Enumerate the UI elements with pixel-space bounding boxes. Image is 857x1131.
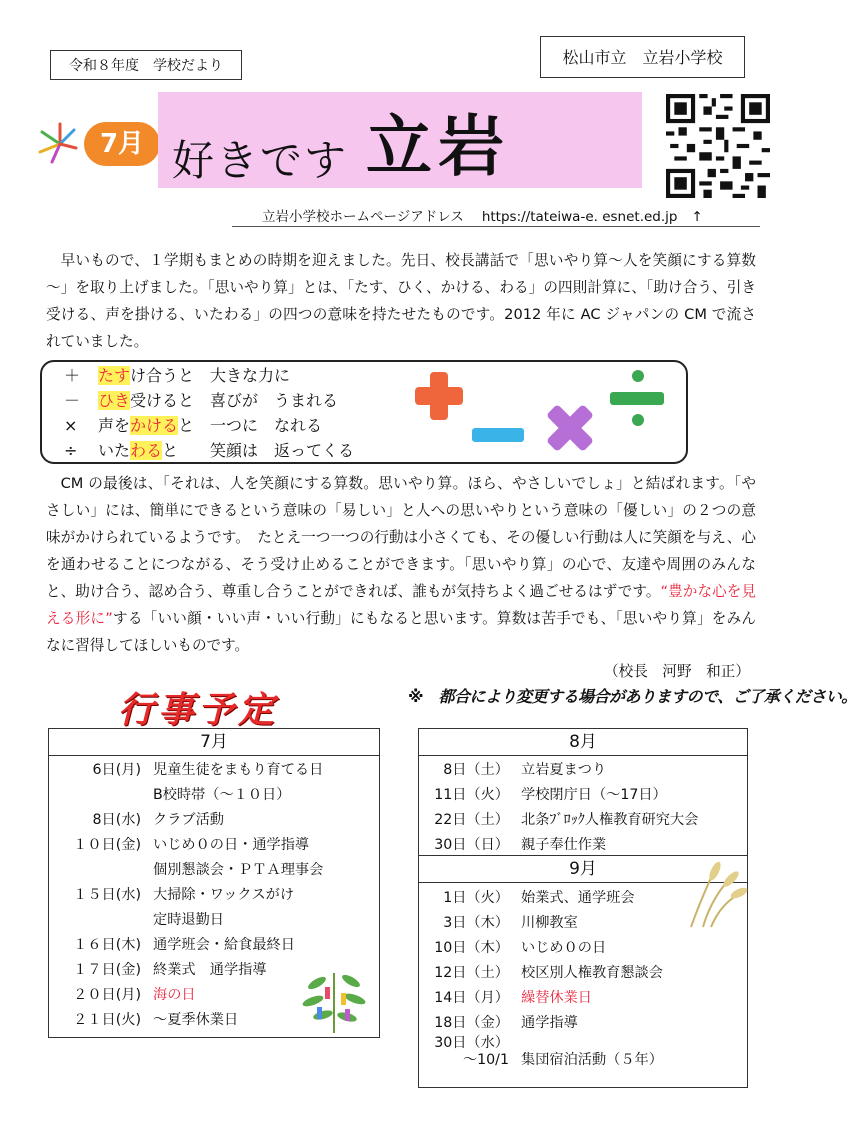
signature: （校長 河野 和正） — [604, 663, 750, 680]
month-badge: 7月 — [84, 122, 160, 166]
highlight-word: ひき — [98, 391, 131, 410]
list-item: 1日（火） 始業式、通学班会 — [443, 890, 635, 906]
schedule-title: 行事予定 — [118, 689, 279, 731]
highlight-phrase: “豊かな心を見える形に” — [46, 583, 757, 627]
list-item: 8日(水) クラブ活動 — [92, 812, 224, 828]
highlight-word: たす — [98, 366, 131, 385]
divide-symbol: ÷ — [64, 441, 78, 460]
operation-multiply: × 声をかけると 一つに なれる — [64, 414, 322, 438]
divide-icon — [610, 370, 664, 426]
list-item: 定時退勤日 — [153, 912, 224, 928]
list-item: １５日(水) 大掃除・ワックスがけ — [73, 887, 295, 903]
intro-paragraph: 早いもので、１学期もまとめの時期を迎えました。先日、校長講話で「思いやり算～人を笑顔にする算数～」を取り上げました。「思いやり算」とは、「たす、ひく、かける、わる」の四則計算に、「助け合う、引き受ける、声を掛ける、いたわる」の四つの意味を持たせたものです。2012 年に AC ジャパンの CM で流されていました。 — [46, 252, 756, 350]
homepage-address — [262, 205, 703, 225]
highlight-word: かける — [130, 416, 179, 435]
list-item: B校時帯（～１０日） — [153, 787, 291, 803]
list-item: 8日（土） 立岩夏まつり — [443, 762, 607, 778]
operation-subtract: － ひき受けると 喜びが うまれる — [64, 389, 338, 413]
minus-symbol: － — [64, 391, 81, 410]
list-item: １７日(金) 終業式 通学指導 — [73, 962, 267, 978]
list-item: １０日(金) いじめ０の日・通学指導 — [73, 837, 310, 853]
list-item: 30日（日） 親子奉仕作業 — [434, 837, 607, 853]
list-item: 個別懇談会・ＰＴＡ理事会 — [153, 862, 324, 878]
july-schedule-table — [48, 728, 380, 1038]
school-name: 松山市立 立岩小学校 — [540, 36, 745, 78]
qr-code-icon — [666, 94, 770, 198]
title-main: 好きです — [172, 136, 349, 185]
list-item: ２１日(火) ～夏季休業日 — [73, 1012, 239, 1028]
up-arrow-icon: ↑ — [691, 209, 703, 225]
homepage-label: 立岩小学校ホームページアドレス — [262, 209, 464, 225]
list-item: 14日（月） 繰替休業日 — [434, 990, 592, 1006]
list-item: １６日(木) 通学班会・給食最終日 — [73, 937, 295, 953]
divider — [232, 226, 760, 227]
highlight-word: わる — [130, 441, 163, 460]
list-item: 10日（木） いじめ０の日 — [434, 940, 607, 956]
pampas-grass-icon — [681, 859, 743, 929]
list-item: 11日（火） 学校閉庁日（～17日） — [434, 787, 667, 803]
operation-add: ＋ たすけ合うと 大きな力に — [64, 364, 290, 388]
list-item: 22日（土） 北条ﾌﾞﾛｯｸ人権教育研究大会 — [434, 812, 699, 828]
times-symbol: × — [64, 416, 78, 435]
math-symbols-illustration — [410, 368, 656, 458]
month-header-july: 7月 — [49, 729, 379, 756]
multiply-icon — [533, 391, 607, 465]
tanabata-tree-icon — [297, 963, 371, 1035]
list-item: ２０日(月) 海の日 — [73, 987, 196, 1003]
list-item: 18日（金） 通学指導 — [434, 1015, 578, 1031]
list-item: ～10/1 集団宿泊活動（５年） — [462, 1052, 663, 1068]
plus-symbol: ＋ — [64, 366, 81, 385]
schedule-notice: ※ 都合により変更する場合がありますので、ご了承ください。 — [408, 687, 857, 706]
month-header-september: 9月 — [419, 856, 747, 883]
month-header-august: 8月 — [419, 729, 747, 756]
list-item: 30日（水） — [434, 1035, 509, 1051]
newsletter-title — [172, 98, 510, 188]
body-paragraph: CM の最後は、「それは、人を笑顔にする算数。思いやり算。ほら、やさしいでしょ」と結ばれます。「やさしい」には、簡単にできるという意味の「易しい」と人への思いやりという意味の「優しい」の２つの意味がかけられているようです。 たとえ一つ一つの行動は小さくても、その優しい行動は人に笑顔を与え、心を通わせることにつながる、そう受け止めることができます。「思いやり算」の心で、友達や周囲のみんなと、助け合う、認め合う、尊重し合うことができれば、誰もが気持ちよく過ごせるはずです。“豊かな心を見える形に”する「いい顔・いい声・いい行動」にもなると思います。算数は苦手でも、「思いやり算」をみんなに習得してほしいものです。 — [46, 475, 757, 654]
sparkle-icon — [34, 118, 82, 168]
list-item: 12日（土） 校区別人権教育懇談会 — [434, 965, 663, 981]
homepage-url[interactable]: https://tateiwa-e. esnet.ed.jp — [481, 209, 678, 225]
title-name: 立岩 — [366, 107, 511, 185]
list-item: 3日（木） 川柳教室 — [443, 915, 578, 931]
issue-label: 令和８年度 学校だより — [50, 50, 242, 80]
operation-divide: ÷ いたわると 笑顔は 返ってくる — [64, 439, 354, 463]
list-item: 6日(月) 児童生徒をまもり育てる日 — [92, 762, 324, 778]
aug-sep-schedule-table — [418, 728, 748, 1088]
minus-icon — [472, 428, 524, 442]
plus-icon — [415, 372, 463, 420]
